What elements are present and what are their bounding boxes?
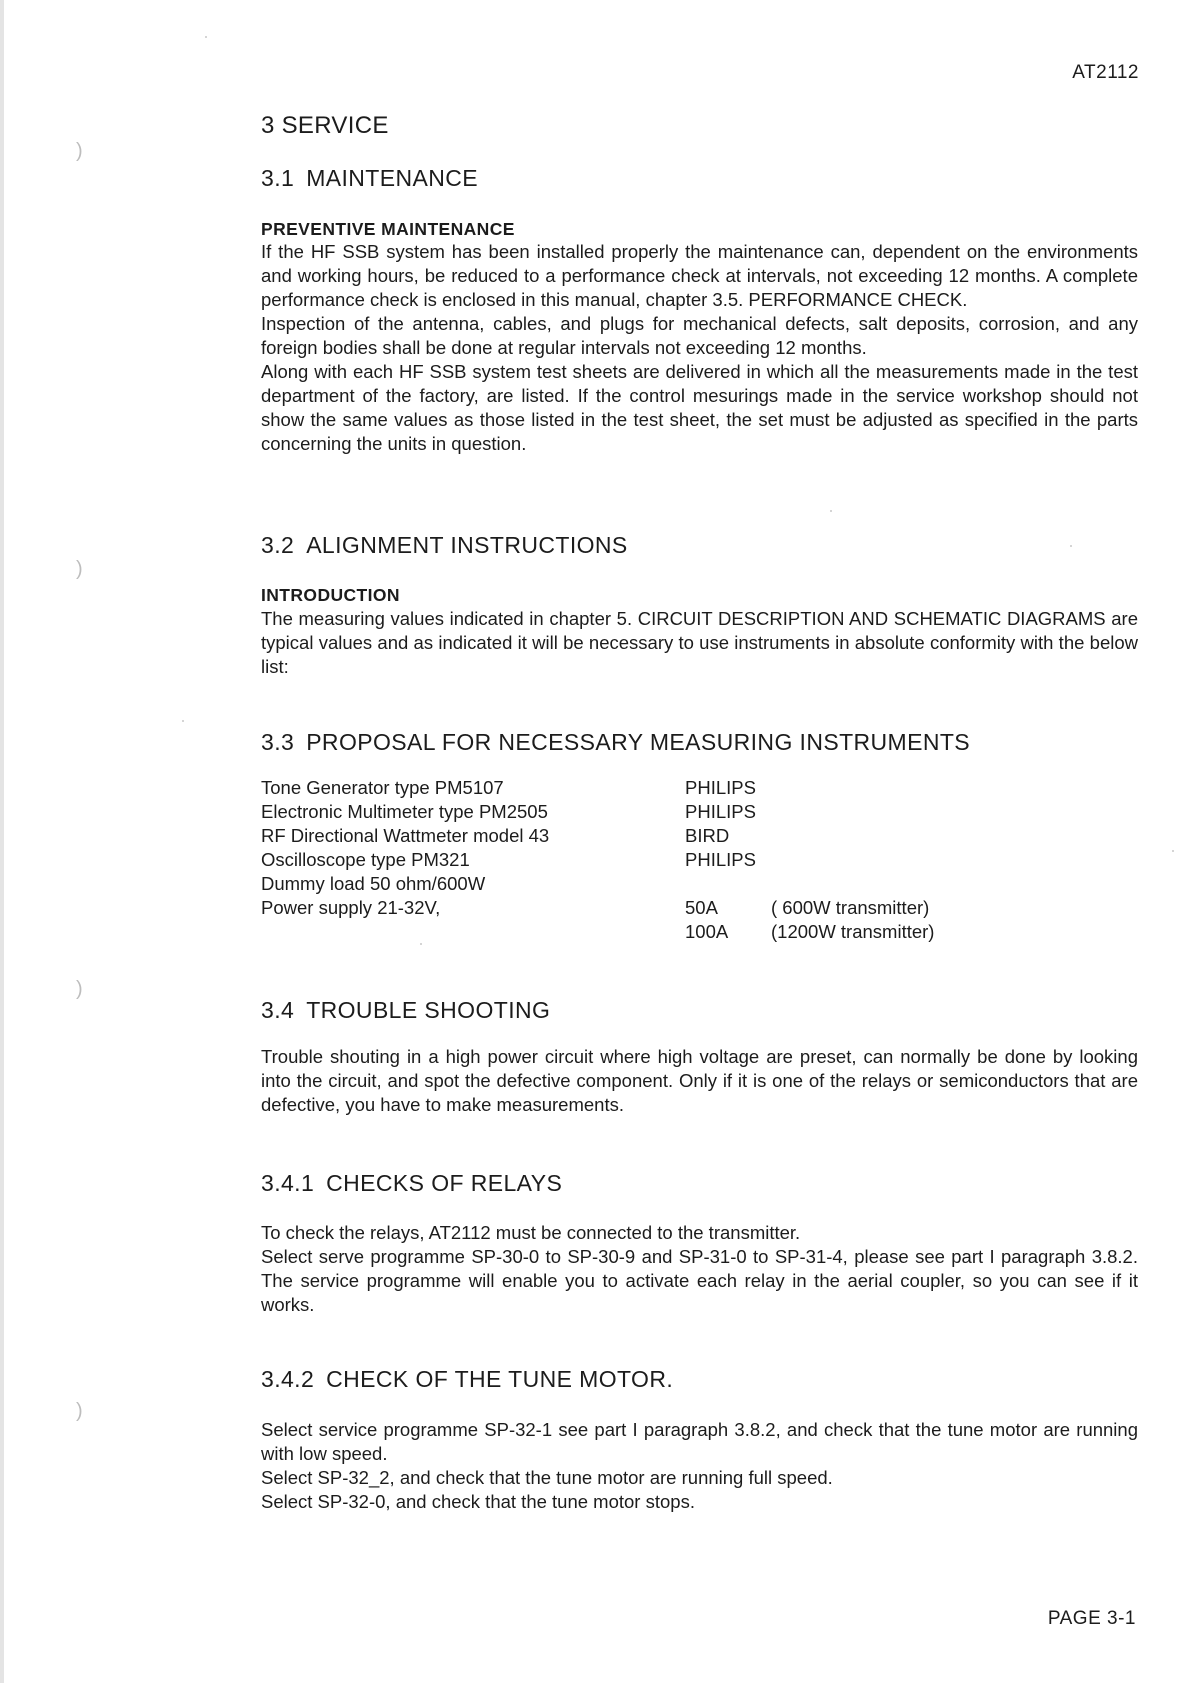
section-title: MAINTENANCE — [306, 165, 478, 191]
table-row — [261, 873, 934, 897]
paragraph: If the HF SSB system has been installed properly the maintenance can, dependent on the environments and working hours, be reduced to a performance check at intervals, not exceeding 12 months. A complete performance check is enclosed in this manual, chapter 3.5. PERFORMANCE CHECK. — [261, 241, 1138, 310]
section-title: CHECK OF THE TUNE MOTOR. — [326, 1366, 674, 1392]
table-row — [261, 921, 934, 945]
binding-mark: ) — [76, 140, 83, 162]
instrument-note — [771, 873, 934, 897]
maintenance-body — [261, 240, 1138, 456]
instrument-name: Electronic Multimeter type PM2505 — [261, 801, 548, 822]
instrument-make: 100A — [685, 921, 729, 942]
section-heading-3-4-1 — [261, 1170, 562, 1197]
section-heading-3-4 — [261, 997, 550, 1024]
instrument-name: Tone Generator type PM5107 — [261, 777, 504, 798]
section-number: 3.4 — [261, 997, 295, 1023]
instrument-name: Oscilloscope type PM321 — [261, 849, 470, 870]
table-row — [261, 777, 934, 801]
instrument-note — [771, 849, 934, 873]
binding-mark: ) — [76, 1400, 83, 1422]
instrument-note — [771, 801, 934, 825]
chapter-title: 3 SERVICE — [261, 112, 389, 139]
paragraph: The measuring values indicated in chapter 5. CIRCUIT DESCRIPTION AND SCHEMATIC DIAGRAMS are typical values and as indicated it will be necessary to use instruments in absolute conformity with the below list: — [261, 608, 1138, 677]
instrument-name: Power supply 21-32V, — [261, 897, 441, 918]
instrument-note: ( 600W transmitter) — [771, 897, 930, 918]
section-number: 3.3 — [261, 729, 295, 755]
section-number: 3.4.2 — [261, 1366, 315, 1392]
scan-speck — [205, 36, 207, 38]
document-id: AT2112 — [1072, 62, 1139, 83]
paragraph: To check the relays, AT2112 must be connected to the transmitter. — [261, 1222, 801, 1243]
paragraph: Along with each HF SSB system test sheets are delivered in which all the measurements made in the test department of the factory, are listed. If the control mesurings made in the service workshop should not show the same values as those listed in the test sheet, the set must be adjusted as specified in the parts concerning the units in question. — [261, 361, 1138, 454]
subheading-preventive-maintenance: PREVENTIVE MAINTENANCE — [261, 219, 515, 239]
scan-speck — [182, 720, 184, 722]
alignment-body — [261, 607, 1138, 679]
scan-speck — [830, 510, 832, 512]
table-row — [261, 897, 934, 921]
page-edge — [0, 0, 4, 1683]
tune-motor-body — [261, 1418, 1138, 1514]
instrument-name: Dummy load 50 ohm/600W — [261, 873, 486, 894]
instrument-note — [771, 825, 934, 849]
section-heading-3-3 — [261, 729, 970, 756]
page-number: PAGE 3-1 — [1047, 1608, 1136, 1629]
table-row — [261, 801, 934, 825]
instrument-name — [261, 921, 685, 945]
instrument-make: PHILIPS — [685, 849, 756, 870]
relay-check-body — [261, 1221, 1138, 1317]
instrument-note: (1200W transmitter) — [771, 921, 935, 942]
binding-mark: ) — [76, 978, 83, 1000]
paragraph: Inspection of the antenna, cables, and plugs for mechanical defects, salt deposits, corrosion, and any foreign bodies shall be done at regular intervals not exceeding 12 months. — [261, 313, 1138, 358]
section-title: PROPOSAL FOR NECESSARY MEASURING INSTRUMENTS — [306, 729, 971, 755]
instrument-make: 50A — [685, 897, 718, 918]
instrument-note — [771, 777, 934, 801]
section-number: 3.2 — [261, 532, 295, 558]
paragraph: Select SP-32-0, and check that the tune motor stops. — [261, 1491, 695, 1512]
section-title: ALIGNMENT INSTRUCTIONS — [306, 532, 628, 558]
section-number: 3.4.1 — [261, 1170, 315, 1196]
section-title: TROUBLE SHOOTING — [306, 997, 551, 1023]
troubleshooting-body — [261, 1045, 1138, 1117]
instrument-name: RF Directional Wattmeter model 43 — [261, 825, 550, 846]
paragraph: Select serve programme SP-30-0 to SP-30-9 and SP-31-0 to SP-31-4, please see part I paragraph 3.8.2. The service programme will enable you to activate each relay in the aerial coupler, so you can see if it works. — [261, 1246, 1138, 1315]
instrument-make: PHILIPS — [685, 801, 756, 822]
instrument-make: BIRD — [685, 825, 730, 846]
section-heading-3-4-2 — [261, 1366, 673, 1393]
table-row — [261, 849, 934, 873]
section-title: CHECKS OF RELAYS — [326, 1170, 563, 1196]
binding-mark: ) — [76, 558, 83, 580]
section-heading-3-2 — [261, 532, 628, 559]
subheading-introduction: INTRODUCTION — [261, 585, 400, 605]
instrument-table — [261, 777, 934, 945]
paragraph: Select service programme SP-32-1 see part I paragraph 3.8.2, and check that the tune motor are running with low speed. — [261, 1419, 1138, 1464]
scan-speck — [1172, 850, 1174, 852]
scan-speck — [1070, 545, 1072, 547]
section-number: 3.1 — [261, 165, 295, 191]
table-row — [261, 825, 934, 849]
section-heading-3-1 — [261, 165, 478, 192]
paragraph: Trouble shouting in a high power circuit where high voltage are preset, can normally be done by looking into the circuit, and spot the defective component. Only if it is one of the relays or semiconductors that are defective, you have to make measurements. — [261, 1046, 1138, 1115]
instrument-make: PHILIPS — [685, 777, 756, 798]
instrument-make — [685, 873, 771, 897]
paragraph: Select SP-32_2, and check that the tune motor are running full speed. — [261, 1467, 833, 1488]
